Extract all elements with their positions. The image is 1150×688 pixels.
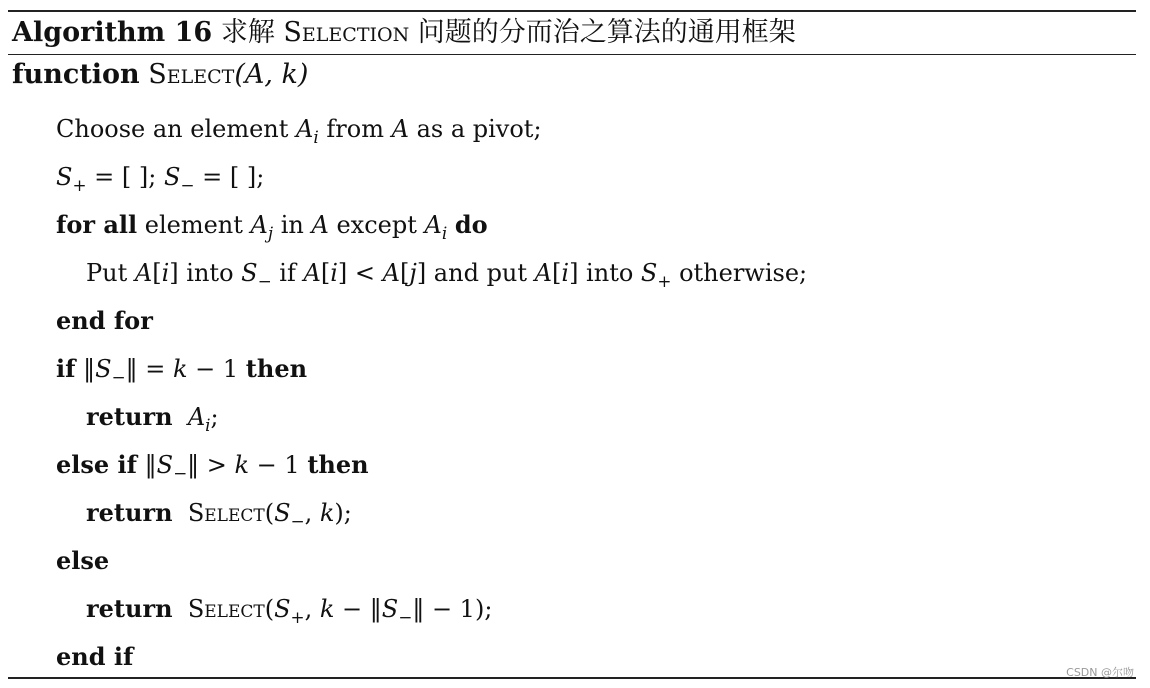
math-var: A [303,259,321,287]
text: − 1 [249,451,308,479]
line-body [56,347,307,391]
algorithm-label: Algorithm 16 [12,17,213,48]
text: as a pivot; [408,115,542,143]
top-rule [8,10,1136,12]
math-var: i [561,259,570,287]
text: from [318,115,392,143]
text: ‖ > [187,451,235,479]
math-subscript: + [290,606,305,627]
math-var: A [382,259,400,287]
text: , [304,499,320,527]
caption-selection: Selection [283,17,410,48]
text: [ [399,259,410,287]
line-body [56,443,369,487]
math-subscript: − [398,606,413,627]
math-subscript: − [173,462,188,483]
bottom-rule [8,677,1136,679]
text: [ [320,259,331,287]
math-var: S [241,259,258,287]
text: element [137,211,251,239]
text: ] into [569,259,641,287]
math-var: A [250,211,268,239]
text: = [ ]; [86,163,164,191]
math-subscript: i [441,222,448,243]
line-body [56,107,542,151]
keyword: return [86,594,173,623]
math-subscript: j [267,222,274,243]
math-var: A [134,259,153,287]
math-var: S [95,355,112,383]
procedure-name: Select [187,499,265,527]
text: ( [264,595,275,623]
line-body [56,203,488,247]
caption-prefix: 求解 [220,17,275,48]
text: ] into [169,259,242,287]
math-subscript: + [657,270,672,291]
text: Put [86,259,135,287]
math-var: k [319,499,335,527]
math-var: A [311,211,329,239]
algorithm-caption [12,14,796,52]
keyword: else [56,546,110,575]
keyword: return [86,402,173,431]
math-subscript: i [313,126,319,147]
math-var: k [319,595,335,623]
math-subscript: − [180,174,195,195]
math-subscript: − [290,510,305,531]
text: in [273,211,312,239]
function-args: (A, k) [234,59,309,90]
text: ); [334,499,352,527]
watermark: CSDN @尔吻 [1066,666,1134,679]
math-var: S [163,163,181,191]
keyword: then [307,450,369,479]
text: Choose an element [56,115,297,143]
math-var: S [381,595,399,623]
math-subscript: i [205,414,211,435]
text: ‖ = [125,355,173,383]
text: ‖ [136,451,157,479]
text: ] and put [416,259,535,287]
math-var: i [161,259,170,287]
text [447,211,455,239]
math-var: A [424,211,442,239]
text: ‖ − 1); [412,595,493,623]
keyword: if [56,354,76,383]
math-var: A [187,403,206,431]
line-body [86,251,807,295]
math-var: S [274,595,291,623]
math-var: A [296,115,314,143]
keyword: return [86,498,173,527]
math-var: A [534,259,552,287]
line-body [86,491,352,535]
keyword: else if [56,450,137,479]
math-var: i [330,259,338,287]
keyword: end for [56,306,153,335]
text: [ [552,259,562,287]
math-var: S [56,163,73,191]
line-body [86,587,492,631]
text: ; [210,403,219,431]
keyword: do [454,210,488,239]
text: ‖ [75,355,96,383]
text: = [ ]; [194,163,265,191]
math-var: S [640,259,658,287]
math-var: j [409,259,417,287]
text: ] < [337,259,383,287]
caption-suffix: 问题的分而治之算法的通用框架 [417,17,796,48]
line-body [56,155,264,199]
procedure-name: Select [187,595,265,623]
text: , [304,595,320,623]
keyword: then [245,354,308,383]
text: ( [264,499,275,527]
math-var: A [391,115,409,143]
math-var: k [172,355,188,383]
text: − ‖ [334,595,382,623]
math-subscript: − [257,270,272,291]
keyword: for all [56,210,138,239]
math-subscript: + [72,174,87,195]
text: except [328,211,425,239]
math-subscript: − [111,366,126,387]
math-var: S [156,451,174,479]
text: − 1 [187,355,246,383]
line-body [86,395,219,439]
caption-rule [8,54,1136,55]
text: otherwise; [671,259,808,287]
function-keyword: function [12,59,140,90]
math-var: k [234,451,250,479]
text: if [271,259,304,287]
math-var: S [274,499,291,527]
function-signature [12,56,308,94]
keyword: end if [56,642,134,671]
text: [ [152,259,162,287]
function-name: Select [148,59,235,90]
